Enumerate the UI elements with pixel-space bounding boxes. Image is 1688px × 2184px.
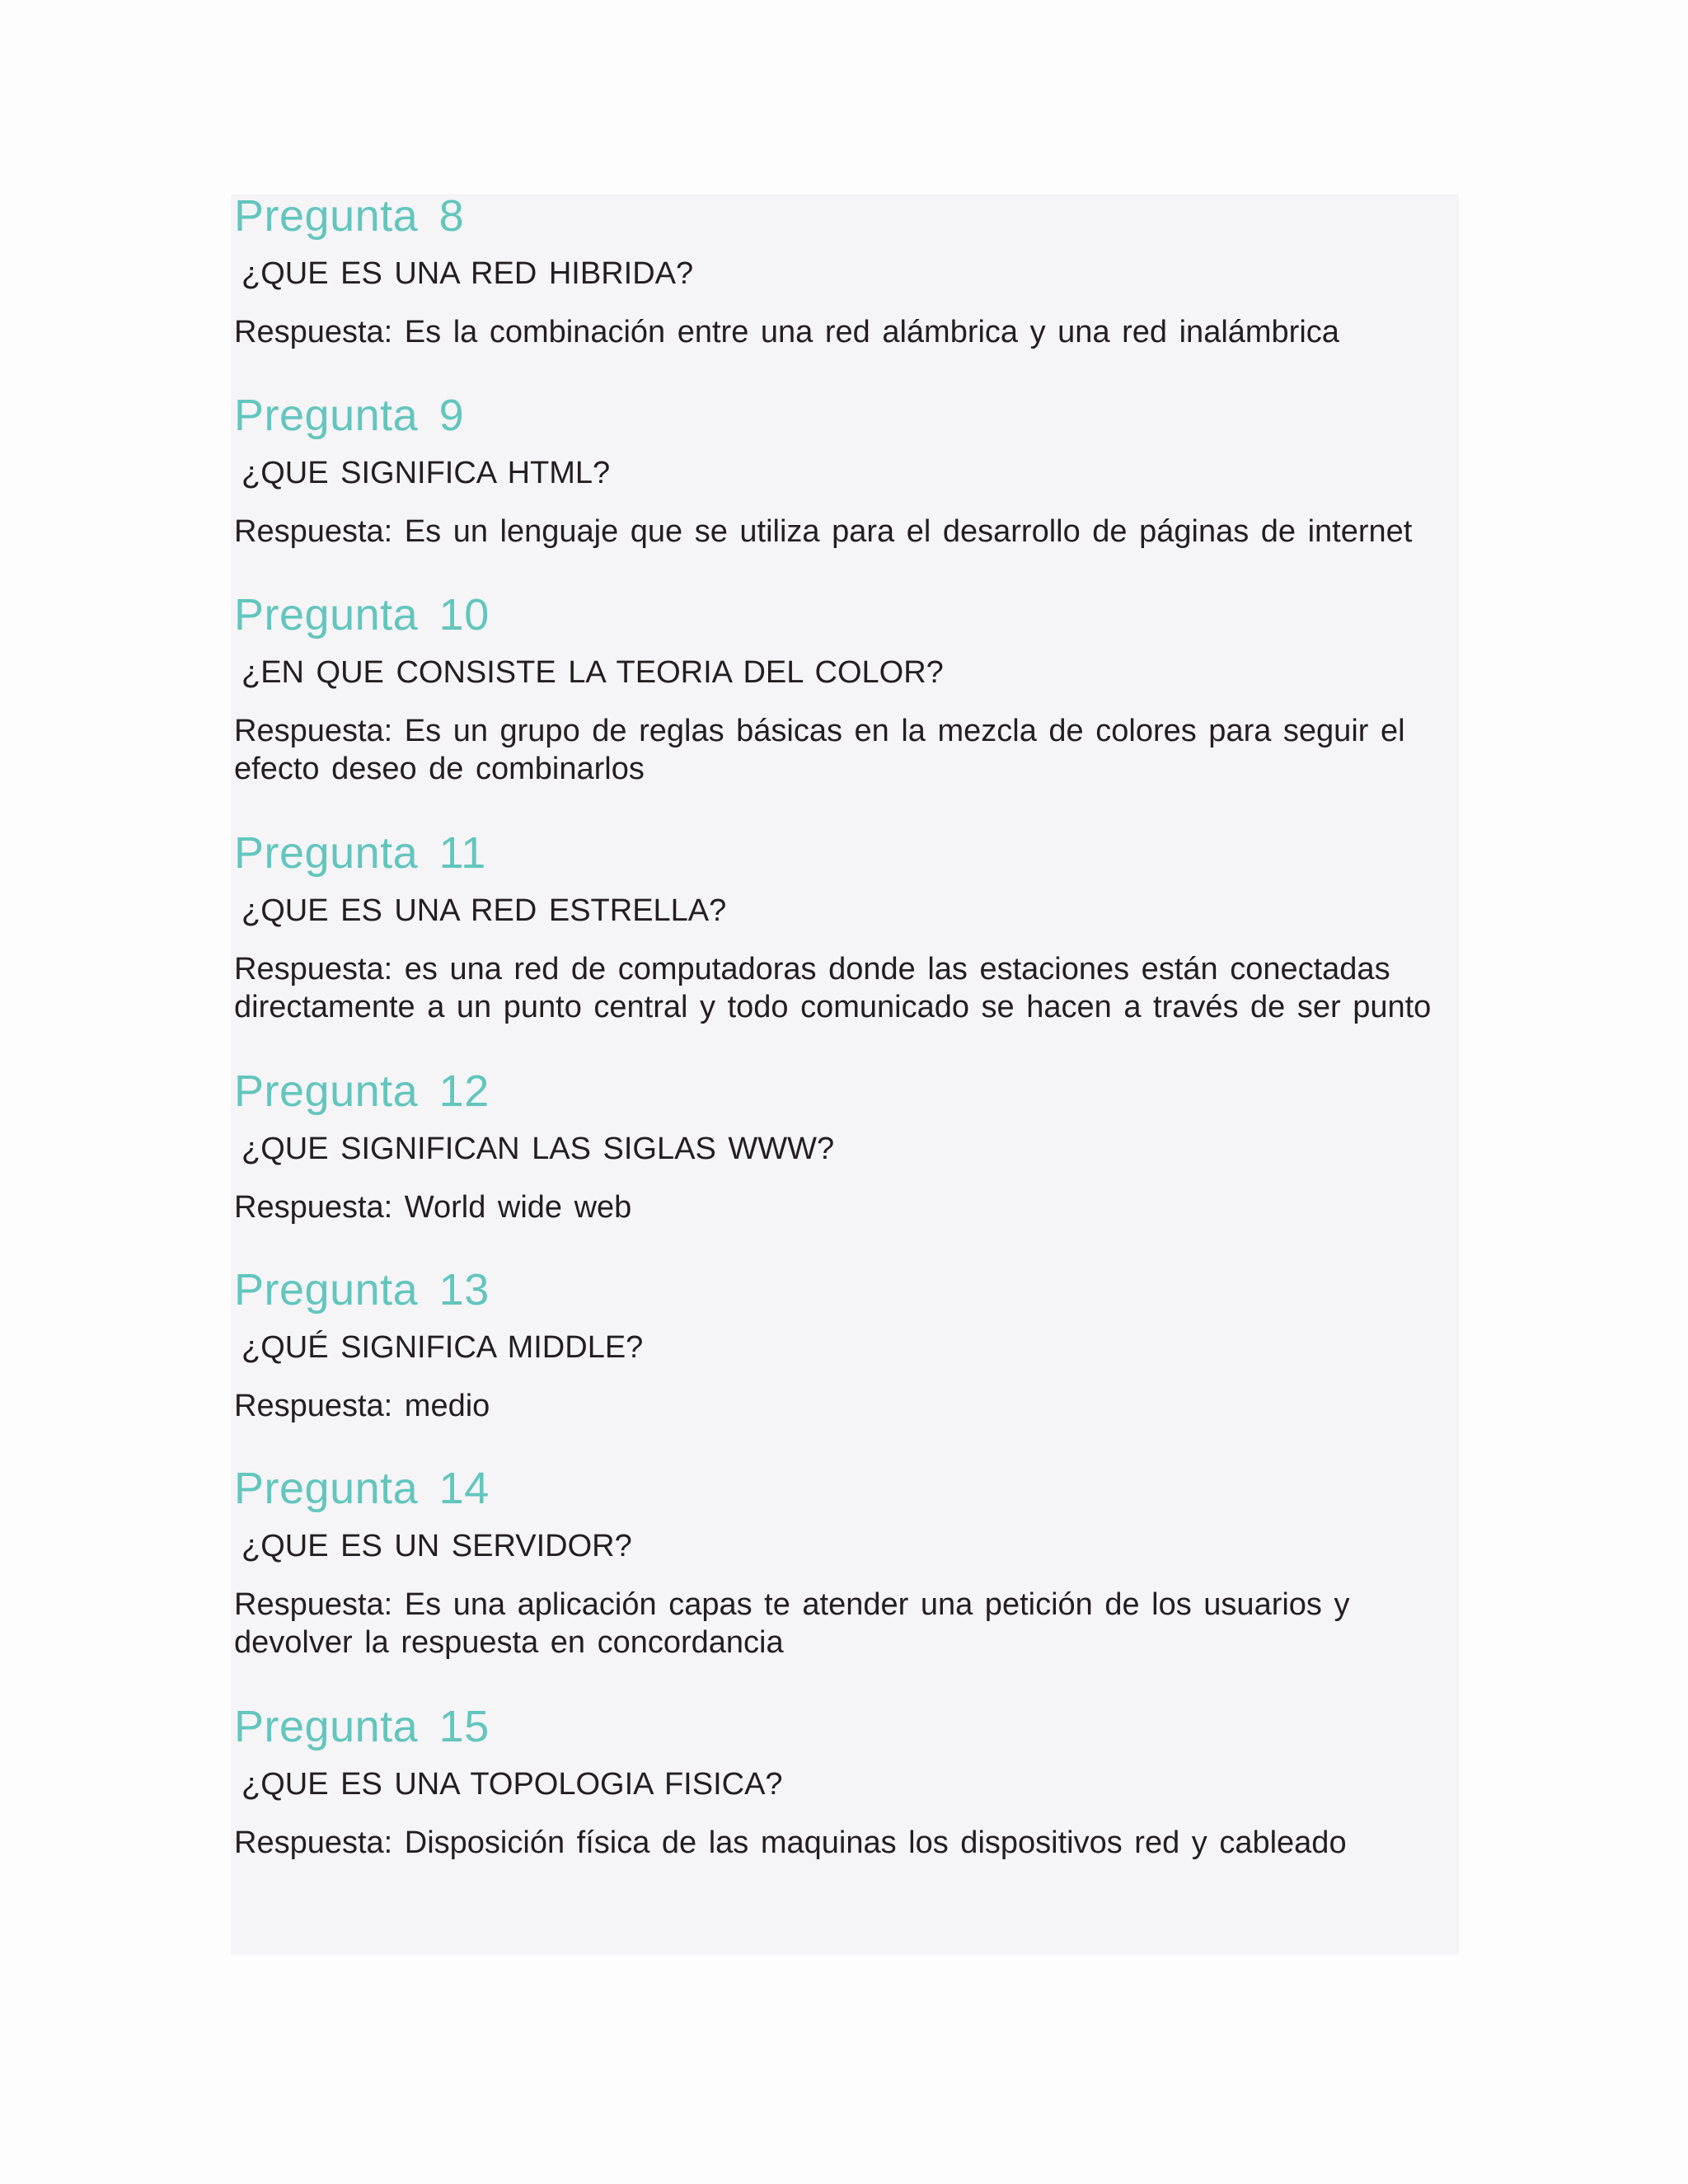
question-title: Pregunta 8 bbox=[234, 191, 465, 241]
question-answer: Respuesta: Disposición física de las maquinas los dispositivos red y cableado bbox=[234, 1825, 1347, 1860]
question-text: ¿QUE SIGNIFICAN LAS SIGLAS WWW? bbox=[241, 1132, 835, 1166]
question-answer: Respuesta: es una red de computadoras donde las estaciones están conectadas directamente a un punto central y todo comunicado se hacen a través de ser punto bbox=[234, 952, 1432, 1024]
question-answer: Respuesta: Es un lenguaje que se utiliza para el desarrollo de páginas de internet bbox=[234, 514, 1413, 549]
question-title: Pregunta 12 bbox=[234, 1066, 490, 1116]
question-title: Pregunta 13 bbox=[234, 1265, 490, 1315]
question-answer: Respuesta: medio bbox=[234, 1389, 490, 1423]
question-answer: Respuesta: Es una aplicación capas te atender una petición de los usuarios y devolver la respuesta en concordancia bbox=[234, 1587, 1350, 1660]
question-answer: Respuesta: Es un grupo de reglas básicas en la mezcla de colores para seguir el efecto deseo de combinarlos bbox=[234, 714, 1405, 786]
question-title: Pregunta 15 bbox=[234, 1702, 490, 1751]
question-text: ¿QUE ES UNA RED HIBRIDA? bbox=[241, 256, 694, 291]
question-title: Pregunta 14 bbox=[234, 1464, 490, 1513]
question-text: ¿QUÉ SIGNIFICA MIDDLE? bbox=[241, 1330, 644, 1365]
question-text: ¿QUE ES UNA TOPOLOGIA FISICA? bbox=[241, 1767, 783, 1802]
question-title: Pregunta 9 bbox=[234, 391, 465, 440]
question-text: ¿QUE ES UNA RED ESTRELLA? bbox=[241, 893, 727, 928]
question-answer: Respuesta: World wide web bbox=[234, 1190, 632, 1225]
question-title: Pregunta 10 bbox=[234, 590, 490, 640]
question-text: ¿QUE ES UN SERVIDOR? bbox=[241, 1529, 632, 1563]
question-text: ¿EN QUE CONSISTE LA TEORIA DEL COLOR? bbox=[241, 655, 944, 690]
question-answer: Respuesta: Es la combinación entre una red alámbrica y una red inalámbrica bbox=[234, 315, 1339, 349]
question-text: ¿QUE SIGNIFICA HTML? bbox=[241, 456, 611, 490]
question-title: Pregunta 11 bbox=[234, 828, 486, 878]
